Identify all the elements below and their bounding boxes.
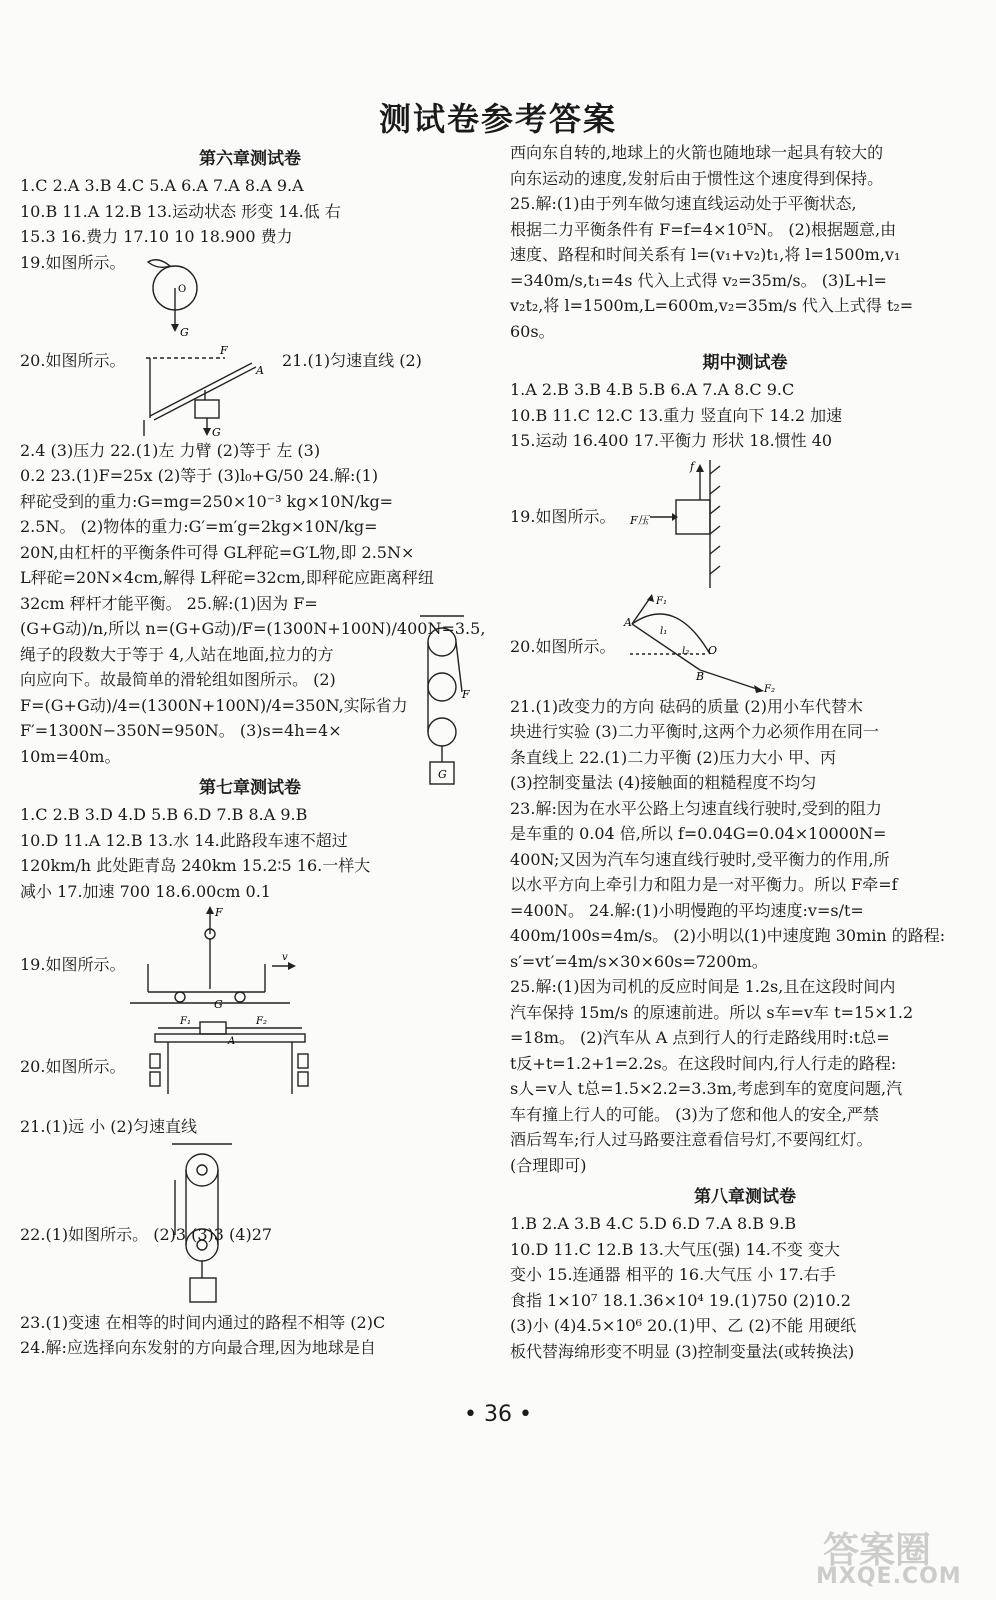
svg-text:G: G	[212, 425, 221, 439]
svg-text:F₂: F₂	[764, 683, 775, 695]
svg-text:G: G	[214, 998, 223, 1011]
chapter6-heading: 第六章测试卷	[199, 149, 301, 169]
apple-force-figure	[20, 250, 480, 338]
question-label: 19.如图所示。	[20, 955, 126, 974]
answer-line: 块进行实验 (3)二力平衡时,这两个力必须作用在同一	[510, 722, 879, 741]
answer-line: 1.C 2.A 3.B 4.C 5.A 6.A 7.A 8.A 9.A	[20, 176, 304, 195]
svg-text:F: F	[462, 688, 470, 701]
table-figure	[20, 1014, 480, 1114]
svg-text:A: A	[256, 363, 264, 377]
answer-line: 15.3 16.费力 17.10 10 18.900 费力	[20, 227, 293, 246]
answer-line: 车有撞上行人的可能。 (3)为了您和他人的安全,严禁	[510, 1104, 879, 1124]
answer-line: 25.解:(1)由于列车做匀速直线运动处于平衡状态,	[510, 194, 857, 213]
answer-line: F=(G+G动)/4=(1300N+100N)/4=350N,实际省力	[20, 695, 408, 715]
answer-line: t反+t=1.2+1=2.2s。在这段时间内,行人行走的路程:	[510, 1053, 897, 1073]
answer-line: 板代替海绵形变不明显 (3)控制变量法(或转换法)	[510, 1341, 855, 1361]
answer-line: 1.A 2.B 3.B 4.B 5.B 6.A 7.A 8.C 9.C	[510, 380, 795, 399]
answer-line: 是车重的 0.04 倍,所以 f=0.04G=0.04×10000N=	[510, 824, 887, 843]
answer-line: F′=1300N−350N=950N。 (3)s=4h=4×	[20, 721, 342, 740]
question-label: 19.如图所示。	[510, 506, 616, 526]
question-label: 20.如图所示。	[510, 636, 616, 656]
answer-line: (G+G动)/n,所以 n=(G+G动)/F=(1300N+100N)/400N=3.5,	[20, 619, 486, 638]
left-column	[20, 140, 486, 1361]
question-label: 22.(1)如图所示。 (2)3 (3)3 (4)27	[20, 1224, 273, 1244]
answer-line: =340m/s,t₁=4s 代入上式得 v₂=35m/s。 (3)L+l=	[510, 270, 887, 290]
answer-line: =400N。 24.解:(1)小明慢跑的平均速度:v=s/t=	[510, 900, 864, 920]
force-direction-figure	[510, 594, 980, 694]
answer-line: 20N,由杠杆的平衡条件可得 GL秤砣=G′L物,即 2.5N×	[20, 542, 415, 562]
answer-line: 10.D 11.C 12.B 13.大气压(强) 14.不变 变大	[510, 1239, 840, 1259]
answer-line: 10.B 11.A 12.B 13.运动状态 形变 14.低 右	[20, 201, 341, 221]
svg-text:l₁: l₁	[660, 625, 668, 637]
answer-line: 25.解:(1)因为司机的反应时间是 1.2s,且在这段时间内	[510, 977, 896, 996]
answer-line: 23.解:因为在水平公路上匀速直线行驶时,受到的阻力	[510, 798, 882, 818]
answer-line: 2.4 (3)压力 22.(1)左 力臂 (2)等于 左 (3)	[20, 440, 321, 460]
question-label: 19.如图所示。	[20, 252, 126, 272]
svg-text:F压: F压	[630, 513, 649, 527]
answer-line: 汽车保持 15m/s 的原速前进。所以 s车=v车 t=15×1.2	[510, 1002, 914, 1022]
svg-text:v: v	[282, 952, 288, 963]
watermark-logo	[808, 1522, 968, 1592]
answer-line: 15.运动 16.400 17.平衡力 形状 18.惯性 40	[510, 431, 833, 450]
pulley-figure	[20, 1140, 480, 1310]
chapter8-heading: 第八章测试卷	[694, 1187, 796, 1207]
pulley-block-figure	[412, 612, 472, 796]
answer-line: 食指 1×10⁷ 18.1.36×10⁴ 19.(1)750 (2)10.2	[510, 1290, 851, 1310]
right-column	[510, 140, 980, 1364]
page-title: 测试卷参考答案	[378, 100, 617, 138]
watermark-url: MXQE.COM	[816, 1564, 962, 1589]
question-label: 20.如图所示。	[20, 1057, 126, 1076]
answer-line: 0.2 23.(1)F=25x (2)等于 (3)l₀+G/50 24.解:(1)	[20, 466, 379, 485]
svg-text:B: B	[696, 669, 705, 683]
answer-line: 60s。	[510, 321, 555, 341]
answer-line: 减小 17.加速 700 18.6.00cm 0.1	[20, 881, 271, 901]
answer-line: 2.5N。 (2)物体的重力:G′=m′g=2kg×10N/kg=	[20, 517, 378, 536]
answer-text: 21.(1)匀速直线 (2)	[282, 350, 422, 370]
svg-text:O: O	[708, 643, 718, 657]
answer-line: 23.(1)变速 在相等的时间内通过的路程不相等 (2)C	[20, 1312, 386, 1332]
svg-text:O: O	[178, 283, 187, 295]
svg-text:F: F	[220, 343, 228, 357]
answer-line: 速度、路程和时间关系有 l=(v₁+v₂)t₁,将 l=1500m,v₁	[510, 245, 901, 264]
svg-text:A: A	[228, 1036, 236, 1047]
answer-line: 向应向下。故最简单的滑轮组如图所示。 (2)	[20, 670, 336, 689]
page-number: • 36 •	[464, 1402, 532, 1427]
answer-line: s人=v人 t总=1.5×2.2=3.3m,考虑到车的宽度问题,汽	[510, 1079, 903, 1098]
wall-friction-figure	[510, 454, 980, 594]
answer-line: (3)小 (4)4.5×10⁶ 20.(1)甲、乙 (2)不能 用硬纸	[510, 1316, 857, 1335]
answer-line: L秤砣=20N×4cm,解得 L秤砣=32cm,即秤砣应距离秤纽	[20, 568, 434, 587]
answer-line: 变小 15.连通器 相平的 16.大气压 小 17.右手	[510, 1265, 836, 1284]
chapter7-heading: 第七章测试卷	[199, 778, 301, 798]
answer-line: 10m=40m。	[20, 746, 121, 766]
svg-text:F: F	[215, 906, 223, 919]
watermark-text: 答案圈	[823, 1530, 932, 1571]
answer-line: (3)控制变量法 (4)接触面的粗糙程度不均匀	[510, 773, 817, 792]
svg-text:F₁: F₁	[180, 1016, 191, 1027]
svg-text:G: G	[438, 768, 447, 781]
svg-text:F₁: F₁	[656, 595, 667, 607]
answer-line: 向东运动的速度,发射后由于惯性这个速度得到保持。	[510, 168, 884, 188]
svg-text:F₂: F₂	[256, 1016, 267, 1027]
pulley-block-diagram	[412, 612, 472, 792]
svg-text:f: f	[690, 459, 695, 473]
answer-line: s′=vt′=4m/s×30×60s=7200m。	[510, 951, 768, 971]
question-label: 20.如图所示。	[20, 350, 126, 370]
answer-line: 西向东自转的,地球上的火箭也随地球一起具有较大的	[510, 143, 884, 162]
answer-line: v₂t₂,将 l=1500m,L=600m,v₂=35m/s 代入上式得 t₂=	[510, 296, 914, 315]
answer-line: (合理即可)	[510, 1155, 587, 1175]
answer-line: 120km/h 此处距青岛 240km 15.2∶5 16.一样大	[20, 856, 371, 875]
answer-line: 秤砣受到的重力:G=mg=250×10⁻³ kg×10N/kg=	[20, 491, 394, 511]
answer-line: 以水平方向上牵引力和阻力是一对平衡力。所以 F牵=f	[510, 875, 898, 894]
answer-line: 10.B 11.C 12.C 13.重力 竖直向下 14.2 加速	[510, 405, 843, 425]
answer-line: 10.D 11.A 12.B 13.水 14.此路段车速不超过	[20, 830, 348, 850]
cart-figure	[20, 904, 480, 1014]
svg-text:G: G	[180, 325, 189, 339]
lever-figure	[20, 338, 480, 438]
answer-line: =18m。 (2)汽车从 A 点到行人的行走路线用时:t总=	[510, 1028, 890, 1047]
midterm-heading: 期中测试卷	[702, 353, 788, 373]
svg-text:l₂: l₂	[682, 645, 690, 657]
answer-line: 32cm 秤杆才能平衡。 25.解:(1)因为 F=	[20, 593, 318, 613]
answer-line: 24.解:应选择向东发射的方向最合理,因为地球是自	[20, 1338, 376, 1357]
answer-line: 21.(1)远 小 (2)匀速直线	[20, 1117, 197, 1136]
svg-text:A: A	[624, 615, 632, 629]
answer-line: 条直线上 22.(1)二力平衡 (2)压力大小 甲、丙	[510, 747, 837, 767]
answer-line: 1.B 2.A 3.B 4.C 5.D 6.D 7.A 8.B 9.B	[510, 1214, 797, 1233]
answer-line: 400N;又因为汽车匀速直线行驶时,受平衡力的作用,所	[510, 849, 890, 869]
answer-line: 1.C 2.B 3.D 4.D 5.B 6.D 7.B 8.A 9.B	[20, 805, 308, 824]
answer-line: 21.(1)改变力的方向 砝码的质量 (2)用小车代替木	[510, 696, 863, 716]
answer-line: 绳子的段数大于等于 4,人站在地面,拉力的方	[20, 644, 334, 664]
answer-line: 400m/100s=4m/s。 (2)小明以(1)中速度跑 30min 的路程:	[510, 926, 946, 945]
answer-line: 根据二力平衡条件有 F=f=4×10⁵N。 (2)根据题意,由	[510, 219, 897, 239]
answer-line: 酒后驾车;行人过马路要注意看信号灯,不要闯红灯。	[510, 1130, 873, 1149]
